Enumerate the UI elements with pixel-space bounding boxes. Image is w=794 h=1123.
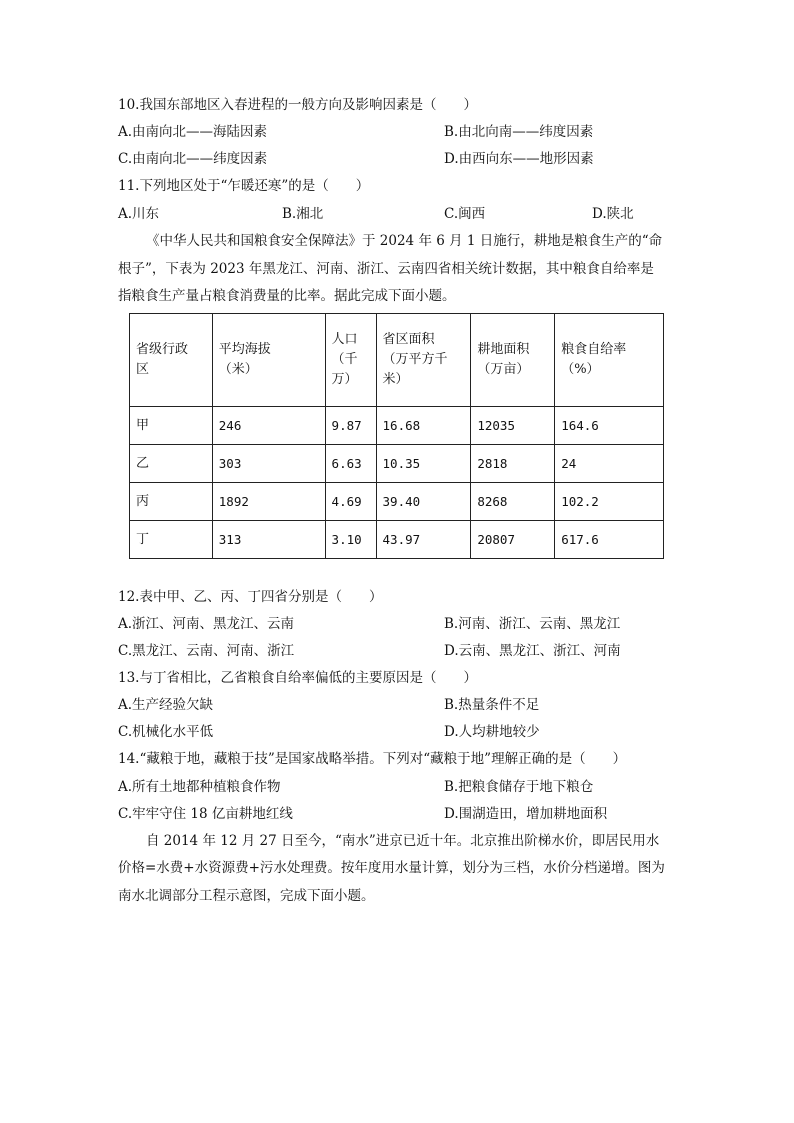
header-population: 人口 （千 万） xyxy=(325,314,376,407)
question-13-stem: 13.与丁省相比，乙省粮食自给率偏低的主要原因是（ ） xyxy=(118,670,477,686)
question-10-stem: 10.我国东部地区入春进程的一般方向及影响因素是（ ） xyxy=(118,97,477,113)
cell-self-sufficiency: 24 xyxy=(555,445,664,483)
cell-farmland: 20807 xyxy=(471,521,555,559)
q12-option-b: B.河南、浙江、云南、黑龙江 xyxy=(444,616,621,632)
question-14-stem: 14.“藏粮于地，藏粮于技”是国家战略举措。下列对“藏粮于地”理解正确的是（ ） xyxy=(118,751,627,767)
cell-province: 甲 xyxy=(130,407,213,445)
q11-option-d: D.陕北 xyxy=(592,206,634,222)
q10-option-b: B.由北向南——纬度因素 xyxy=(444,124,594,140)
cell-population: 6.63 xyxy=(325,445,376,483)
q12-option-a: A.浙江、河南、黑龙江、云南 xyxy=(118,616,295,632)
intro2-line-3: 南水北调部分工程示意图，完成下面小题。 xyxy=(118,888,375,904)
q11-option-a: A.川东 xyxy=(118,206,160,222)
q14-option-a: A.所有土地都种植粮食作物 xyxy=(118,779,281,795)
header-self-sufficiency: 粮食自给率 （%） xyxy=(555,314,664,407)
q12-option-d: D.云南、黑龙江、浙江、河南 xyxy=(444,643,621,659)
q14-option-d: D.围湖造田，增加耕地面积 xyxy=(444,806,608,822)
cell-province: 乙 xyxy=(130,445,213,483)
cell-self-sufficiency: 617.6 xyxy=(555,521,664,559)
intro1-line-2: 根子”，下表为 2023 年黑龙江、河南、浙江、云南四省相关统计数据，其中粮食自给率是 xyxy=(118,261,654,277)
cell-province: 丁 xyxy=(130,521,213,559)
q13-option-c: C.机械化水平低 xyxy=(118,724,214,740)
q12-option-c: C.黑龙江、云南、河南、浙江 xyxy=(118,643,295,659)
intro1-line-3: 指粮食生产量占粮食消费量的比率。据此完成下面小题。 xyxy=(118,288,456,304)
header-farmland: 耕地面积 （万亩） xyxy=(471,314,555,407)
question-11-stem: 11.下列地区处于“乍暖还寒”的是（ ） xyxy=(118,178,370,194)
cell-population: 4.69 xyxy=(325,483,376,521)
intro2-line-2: 价格=水费+水资源费+污水处理费。按年度用水量计算，划分为三档，水价分档递增。图为 xyxy=(118,860,665,876)
cell-elevation: 1892 xyxy=(212,483,325,521)
header-area: 省区面积 （万平方千 米） xyxy=(376,314,471,407)
q11-option-b: B.湘北 xyxy=(282,206,324,222)
cell-elevation: 246 xyxy=(212,407,325,445)
question-12-stem: 12.表中甲、乙、丙、丁四省分别是（ ） xyxy=(118,589,383,605)
cell-province: 丙 xyxy=(130,483,213,521)
cell-self-sufficiency: 164.6 xyxy=(555,407,664,445)
cell-farmland: 8268 xyxy=(471,483,555,521)
table-row xyxy=(130,521,664,559)
table-header-row xyxy=(130,314,664,407)
header-elevation: 平均海拔 （米） xyxy=(212,314,325,407)
q10-option-d: D.由西向东——地形因素 xyxy=(444,151,594,167)
q14-option-c: C.牢牢守住 18 亿亩耕地红线 xyxy=(118,806,293,822)
q10-option-c: C.由南向北——纬度因素 xyxy=(118,151,268,167)
province-stats-table xyxy=(129,313,664,559)
table-row xyxy=(130,407,664,445)
header-province: 省级行政 区 xyxy=(130,314,213,407)
cell-farmland: 2818 xyxy=(471,445,555,483)
cell-area: 39.40 xyxy=(376,483,471,521)
q11-option-c: C.闽西 xyxy=(444,206,486,222)
q13-option-b: B.热量条件不足 xyxy=(444,697,540,713)
table-row xyxy=(130,445,664,483)
intro1-line-1: 《中华人民共和国粮食安全保障法》于 2024 年 6 月 1 日施行，耕地是粮食生产的“命 xyxy=(146,233,663,249)
cell-farmland: 12035 xyxy=(471,407,555,445)
cell-area: 43.97 xyxy=(376,521,471,559)
table-row xyxy=(130,483,664,521)
cell-self-sufficiency: 102.2 xyxy=(555,483,664,521)
cell-elevation: 313 xyxy=(212,521,325,559)
q14-option-b: B.把粮食储存于地下粮仓 xyxy=(444,779,594,795)
intro2-line-1: 自 2014 年 12 月 27 日至今，“南水”进京已近十年。北京推出阶梯水价，即居民用水 xyxy=(146,833,660,849)
q13-option-d: D.人均耕地较少 xyxy=(444,724,540,740)
q10-option-a: A.由南向北——海陆因素 xyxy=(118,124,268,140)
cell-area: 16.68 xyxy=(376,407,471,445)
q13-option-a: A.生产经验欠缺 xyxy=(118,697,214,713)
cell-elevation: 303 xyxy=(212,445,325,483)
cell-area: 10.35 xyxy=(376,445,471,483)
cell-population: 3.10 xyxy=(325,521,376,559)
cell-population: 9.87 xyxy=(325,407,376,445)
